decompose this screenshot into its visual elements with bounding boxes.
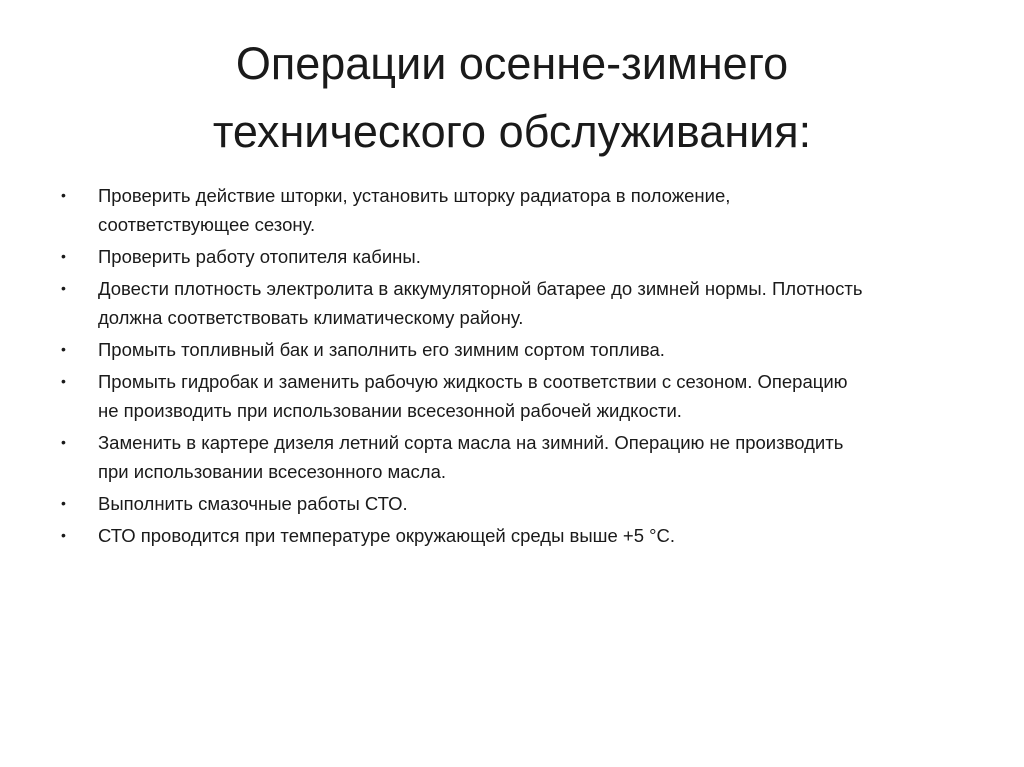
bullet-marker: • bbox=[61, 373, 66, 389]
bullet-marker: • bbox=[61, 527, 66, 543]
slide-title-line: Операции осенне-зимнего bbox=[235, 38, 789, 89]
bullet-marker: • bbox=[61, 187, 66, 203]
slide-title-line: технического обслуживания: bbox=[212, 106, 812, 157]
bullet-list bbox=[60, 181, 970, 553]
bullet-marker: • bbox=[61, 341, 66, 357]
bullet-text-line: Промыть топливный бак и заполнить его зимним сортом топлива. bbox=[98, 339, 665, 360]
bullet-text-line: при использовании всесезонного масла. bbox=[98, 461, 447, 482]
bullet-text-line: Довести плотность электролита в аккумуляторной батарее до зимней нормы. Плотность bbox=[98, 278, 863, 299]
bullet-item bbox=[60, 428, 970, 486]
bullet-item bbox=[60, 521, 970, 550]
bullet-item bbox=[60, 489, 970, 518]
bullet-text-line: Проверить работу отопителя кабины. bbox=[98, 246, 421, 267]
bullet-item bbox=[60, 181, 970, 239]
bullet-marker: • bbox=[61, 434, 66, 450]
bullet-text-line: не производить при использовании всесезонной рабочей жидкости. bbox=[98, 400, 682, 421]
bullet-marker: • bbox=[61, 495, 66, 511]
bullet-text-line: Выполнить смазочные работы СТО. bbox=[98, 493, 408, 514]
bullet-text-line: Проверить действие шторки, установить шторку радиатора в положение, bbox=[98, 185, 731, 206]
bullet-item bbox=[60, 242, 970, 271]
bullet-text-line: соответствующее сезону. bbox=[98, 214, 316, 235]
bullet-text-line: Заменить в картере дизеля летний сорта масла на зимний. Операцию не производить bbox=[98, 432, 844, 453]
bullet-marker: • bbox=[61, 248, 66, 264]
bullet-marker: • bbox=[61, 280, 66, 296]
bullet-text-line: СТО проводится при температуре окружающей среды выше +5 °С. bbox=[98, 525, 676, 546]
bullet-item bbox=[60, 335, 970, 364]
slide-title bbox=[60, 30, 964, 166]
bullet-text-line: Промыть гидробак и заменить рабочую жидкость в соответствии с сезоном. Операцию bbox=[98, 371, 848, 392]
bullet-item bbox=[60, 274, 970, 332]
bullet-item bbox=[60, 367, 970, 425]
bullet-text-line: должна соответствовать климатическому району. bbox=[98, 307, 524, 328]
